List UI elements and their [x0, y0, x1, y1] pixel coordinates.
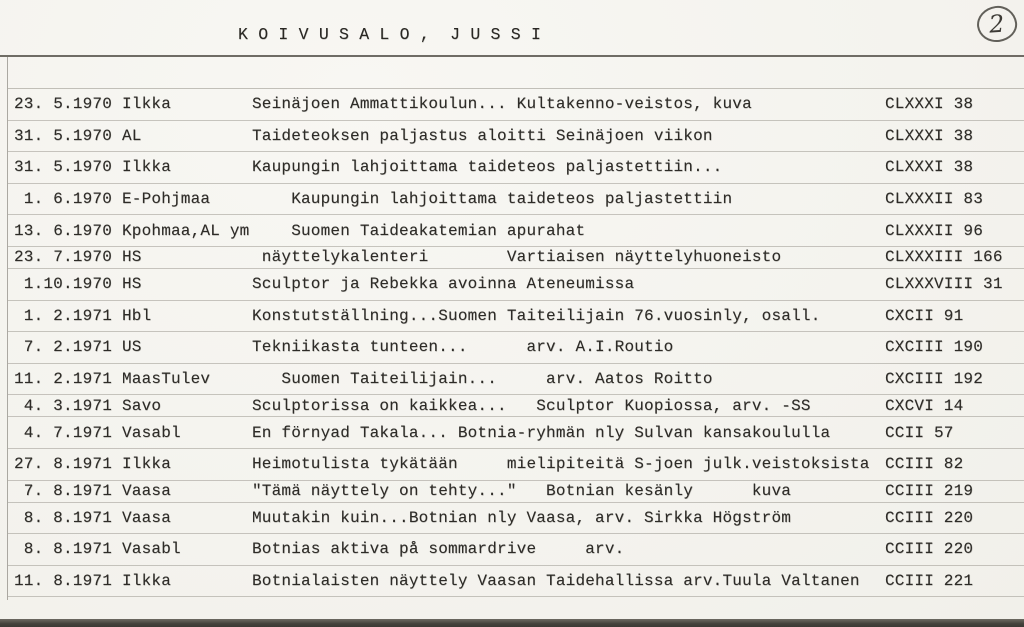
entry-title: Muutakin kuin...Botnian nly Vaasa, arv. Sirkka Högström [252, 508, 792, 527]
entry-title: näyttelykalenteri Vartiaisen näyttelyhuoneisto [252, 248, 782, 267]
table-row [8, 534, 1024, 566]
entry-source: US [122, 338, 142, 357]
entry-date: 1. 2.1971 [23, 306, 112, 325]
entry-date: 8. 8.1971 [23, 540, 112, 559]
entry-title: Taideteoksen paljastus aloitti Seinäjoen viikon [252, 126, 713, 145]
table-row [8, 121, 1024, 153]
entry-ref: CCIII 219 [885, 482, 974, 501]
entry-date: 11. 8.1971 [13, 572, 112, 591]
table-row [8, 269, 1024, 301]
page-number: 2 [988, 9, 1006, 39]
entry-source: E-Pohjmaa [122, 190, 211, 209]
entry-source: HS [122, 275, 142, 294]
entry-ref: CCIII 220 [885, 540, 974, 559]
entry-ref: CXCVI 14 [885, 396, 964, 415]
entry-title: Sculptor ja Rebekka avoinna Ateneumissa [252, 275, 635, 294]
entry-ref: CLXXXI 38 [885, 95, 974, 114]
entry-date: 4. 7.1971 [23, 423, 112, 442]
table-row [8, 184, 1024, 216]
entry-title: Konstutställning...Suomen Taiteilijain 76.vuosinly, osall. [252, 306, 821, 325]
entry-source: Ilkka [122, 158, 172, 177]
entry-source: AL [122, 126, 142, 145]
entries-table [8, 88, 1024, 597]
entry-title: Tekniikasta tunteen... arv. A.I.Routio [252, 338, 674, 357]
entry-title: Heimotulista tykätään mielipiteitä S-joen julk.veistoksista [252, 455, 870, 474]
table-row [8, 395, 1024, 417]
entry-date: 23. 5.1970 [13, 95, 112, 114]
entry-source: Vasabl [122, 423, 181, 442]
entry-source: Hbl [122, 306, 152, 325]
entry-source: Vasabl [122, 540, 181, 559]
entry-title: En förnyad Takala... Botnia-ryhmän nly Sulvan kansakoululla [252, 423, 831, 442]
table-row [8, 417, 1024, 449]
title-underline-rule [0, 55, 1024, 57]
entry-title: Suomen Taideakatemian apurahat [252, 221, 586, 240]
entry-title: Sculptorissa on kaikkea... Sculptor Kuopiossa, arv. -SS [252, 396, 811, 415]
entry-date: 31. 5.1970 [13, 126, 112, 145]
entry-date: 4. 3.1971 [23, 396, 112, 415]
table-row [8, 152, 1024, 184]
table-row [8, 364, 1024, 396]
entry-title: "Tämä näyttely on tehty..." Botnian kesänly kuva [252, 482, 792, 501]
entry-date: 27. 8.1971 [13, 455, 112, 474]
entry-date: 8. 8.1971 [23, 508, 112, 527]
entry-title: Suomen Taiteilijain... arv. Aatos Roitto [252, 370, 713, 389]
entry-date: 1. 6.1970 [23, 190, 112, 209]
entry-ref: CLXXXI 38 [885, 158, 974, 177]
entry-source: MaasTulev [122, 370, 211, 389]
entry-date: 7. 2.1971 [23, 338, 112, 357]
entry-title: Botnias aktiva på sommardrive arv. [252, 540, 625, 559]
entry-ref: CLXXXI 38 [885, 126, 974, 145]
entry-date: 23. 7.1970 [13, 248, 112, 267]
entry-ref: CCIII 221 [885, 572, 974, 591]
entry-date: 1.10.1970 [23, 275, 112, 294]
entry-date: 31. 5.1970 [13, 158, 112, 177]
table-row [8, 481, 1024, 503]
page-title: K O I V U S A L O , J U S S I [238, 25, 542, 44]
entry-source: Ilkka [122, 572, 172, 591]
entry-source: Vaasa [122, 482, 172, 501]
entry-title: Kaupungin lahjoittama taideteos paljastettiin... [252, 158, 723, 177]
table-row [8, 332, 1024, 364]
entry-ref: CCIII 82 [885, 455, 964, 474]
entry-ref: CXCII 91 [885, 306, 964, 325]
table-row [8, 247, 1024, 269]
entry-date: 13. 6.1970 [13, 221, 112, 240]
table-row [8, 89, 1024, 121]
entry-source: HS [122, 248, 142, 267]
table-row [8, 449, 1024, 481]
table-row [8, 215, 1024, 247]
entry-date: 7. 8.1971 [23, 482, 112, 501]
entry-title: Kaupungin lahjoittama taideteos paljastettiin [252, 190, 733, 209]
entry-ref: CLXXXII 96 [885, 221, 984, 240]
entry-source: Ilkka [122, 455, 172, 474]
entry-source: Ilkka [122, 95, 172, 114]
entry-source: Savo [122, 396, 162, 415]
entry-ref: CCIII 220 [885, 508, 974, 527]
table-row [8, 503, 1024, 535]
entry-source: Vaasa [122, 508, 172, 527]
entry-ref: CXCIII 190 [885, 338, 984, 357]
entry-date: 11. 2.1971 [13, 370, 112, 389]
entry-title: Botnialaisten näyttely Vaasan Taidehallissa arv.Tuula Valtanen [252, 572, 860, 591]
scan-bottom-edge [0, 619, 1024, 627]
entry-title: Seinäjoen Ammattikoulun... Kultakenno-veistos, kuva [252, 95, 752, 114]
table-row [8, 301, 1024, 333]
page-number-badge [975, 3, 1020, 44]
entry-source: Kpohmaa,AL ym [122, 221, 250, 240]
table-row [8, 566, 1024, 598]
entry-ref: CLXXXVIII 31 [885, 275, 1003, 294]
entry-ref: CCII 57 [885, 423, 954, 442]
entry-ref: CXCIII 192 [885, 370, 984, 389]
entry-ref: CLXXXIII 166 [885, 248, 1003, 267]
entry-ref: CLXXXII 83 [885, 190, 984, 209]
